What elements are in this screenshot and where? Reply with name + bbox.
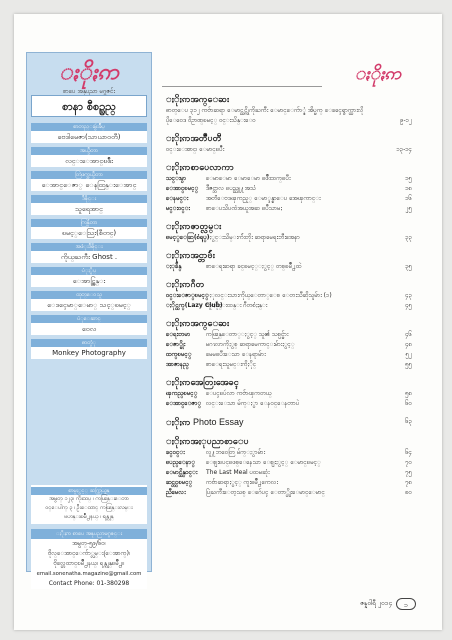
toc-page-number: ၇၅ — [405, 469, 412, 476]
header-logo: ႏိုႏၵာ — [354, 64, 402, 84]
staff-role: အယ္ဒီတာ — [31, 147, 147, 155]
staff-name: လင္းေအာင္ၿဖိဳး — [31, 155, 147, 167]
toc-page-number: ၄၅ — [405, 302, 412, 309]
address-line: ဗဟန္းၿမိဳ႕နယ္ ၊ ရန္ကုန္ — [64, 514, 114, 520]
toc-author: ေနမင္း — [166, 195, 189, 202]
toc-page-number: ၄၃ — [405, 292, 412, 299]
toc-page-number: ၆၀ — [405, 400, 412, 407]
toc-article-title: ေမာေမာ ေမာေမာ ၿဖိဳးထက္ၿပီး — [206, 175, 291, 182]
publisher-address-3: ဗိုလ္တေထာင္ၿမိဳ႕နယ္၊ ရန္ကုန္ၿမိဳ႕။ — [31, 559, 147, 569]
publisher-footer — [31, 529, 147, 589]
toc-page-number: ၇၈ — [405, 479, 412, 486]
toc-page-number: ၁၃-၁၄ — [396, 146, 412, 153]
toc-page-number: ၁၅ — [405, 175, 412, 182]
toc-page-number: ၆၃ — [405, 418, 412, 425]
toc-page-number: ၄၆ — [405, 331, 412, 338]
toc-entry — [166, 204, 412, 214]
toc-article-title: စာေရးသူမင္းကိုႏိုင္ — [206, 361, 257, 368]
address-line: ဝင္ေပါက္ ၃ ၊ ဦးေထာင္ ကၽြန္းလမ္း — [45, 505, 133, 511]
section-title — [166, 133, 412, 145]
toc-author: ၾကည္ၿမင့္ — [166, 390, 198, 397]
toc-author: ၿမင့္ေဆြ(စံရုပ္) — [166, 234, 210, 241]
toc-author: ေအာင္ေဇာ္ — [166, 400, 202, 407]
section-title-text: ႏိုႏၵာအတၱဳပတၱိ — [166, 134, 222, 144]
table-of-contents — [166, 94, 412, 505]
publisher-address-1: အမွတ္-၅၉/၆၀၊ — [31, 539, 147, 549]
staff-entry — [31, 123, 147, 143]
toc-author: ေမာင္ထိန္ဝင္း — [166, 469, 198, 476]
section-title-text: ႏိုႏၵာအေတြးအေခၚ — [166, 378, 239, 388]
toc-author: အာဇာနည္ — [166, 361, 189, 368]
staff-name: ေအာင္ေဇာ္ ေနထြန္းေအာင္ — [31, 179, 147, 191]
staff-entry — [31, 195, 147, 215]
toc-article-title: ေဈးၿပင္ၿဖစ္ေနေသာ ေဈးႏွင့္ ေမာင္ၿမင့္ — [206, 459, 321, 466]
toc-article-title: ဒီဇင္ဘာလ ၿပည္သူ႔အသံ — [206, 185, 256, 192]
toc-section — [166, 162, 412, 214]
toc-entry — [166, 106, 412, 116]
section-title-text: ႏိုႏၵာအက္ေဆး — [166, 95, 230, 105]
toc-article-title: ဝင္းေအာင္၊ ေမာင္ၿပဳံး — [166, 146, 225, 153]
section-title — [166, 318, 412, 330]
toc-article-title: ပိုေဝေဒ ၀ိဥာဏ္ၿမင့္ ဝင္းသိန္းေဝ — [166, 117, 256, 124]
staff-role: ထုတ္ေဝသူ — [31, 291, 147, 299]
page-number: ၁ — [396, 598, 416, 610]
toc-article-title: စာေပသိပၸံအယူအဆ ၿပဳသာမႈ — [206, 205, 283, 212]
toc-entry — [166, 330, 412, 340]
toc-section — [166, 250, 412, 272]
staff-name: ေအာင္ထြန္း — [31, 275, 147, 287]
toc-section — [166, 436, 412, 498]
toc-author: ၿပည္ေနာ္ — [166, 459, 196, 466]
toc-entry — [166, 194, 412, 204]
toc-author: ေရႊတမာ — [166, 331, 191, 338]
staff-role: ဓာတ္ပံု — [31, 339, 147, 347]
toc-entry — [166, 184, 412, 194]
toc-author: ႏိုင္ထက္(Lazy Club) — [166, 302, 223, 309]
section-title-text: ႏိုႏၵာဂီတ — [166, 280, 205, 290]
section-title — [166, 221, 412, 233]
toc-article-title: မဂၤလာကိုႏွစ္ ဆရာမေကာင္းမ်ားႏွင့္ — [206, 341, 295, 348]
toc-author: ေအာင္ၿမင့္ — [166, 185, 199, 192]
staff-entry — [31, 147, 147, 167]
toc-author: ႏုခ်ိန္ — [166, 263, 182, 270]
toc-page-number: ၄၈ — [405, 341, 412, 348]
toc-entry — [166, 468, 412, 478]
toc-entry — [166, 340, 412, 350]
toc-author: ေဇာ္မိုး — [166, 341, 186, 348]
staff-role: အဖံုးဒီဇိုင္း — [31, 243, 147, 251]
toc-page-number: ၅၂ — [405, 351, 412, 358]
staff-role: ကြန္ပ်ဴတာ — [31, 219, 147, 227]
section-title-latin: Photo Essay — [190, 417, 244, 427]
toc-entry — [166, 145, 412, 155]
toc-page-number: ၆၄ — [405, 449, 412, 456]
toc-page-number: ၁၈ — [405, 185, 412, 192]
section-title-text: ႏိုႏၵာစာပေလာကာ — [166, 163, 234, 173]
toc-page-number: ၁၆ — [405, 195, 412, 202]
toc-entry — [166, 350, 412, 360]
staff-name: ၿမင့္ေသြး(စီတင္) — [31, 227, 147, 239]
toc-page-number: ၅၅ — [405, 361, 412, 368]
toc-article-title: အတၱေဗဒၾကည့္ ေမာ္ဒန္စာေပ အေၾကာင္း — [206, 195, 321, 202]
staff-role: ဒီဇိုင္း — [31, 195, 147, 203]
toc-article-title: လင္းေသာ မ်က္ႏွာ ေနဝင္ေနတာပဲ — [206, 400, 300, 407]
sidebar-logo: ႏိုႏၵာ — [59, 59, 119, 85]
toc-author: ထက္ၿမင့္ — [166, 351, 192, 358]
toc-entry — [166, 262, 412, 272]
section-title-text: ႏိုႏၵာ — [166, 418, 191, 428]
staff-name: ကိုယ္ႀကီး Ghost . — [31, 251, 147, 263]
toc-entry — [166, 389, 412, 399]
toc-section — [166, 133, 412, 155]
toc-article-title: လူ႔ဘဝေတြ မ်က္ႏွာမ်ား — [206, 449, 266, 456]
toc-article-title: ကဗ်ာဆရာႏွင့္ ကူးၿမိဳ႕ကေလး — [206, 479, 278, 486]
staff-name: Monkey Photography — [31, 347, 147, 359]
staff-role: ပံုႏွိပ္ — [31, 267, 147, 275]
staff-entry — [31, 291, 147, 311]
section-title — [166, 250, 412, 262]
toc-entry — [166, 448, 412, 458]
toc-author: ဝင္းေဇာ္ၿမင့္ — [166, 292, 209, 299]
page-footer — [330, 597, 416, 611]
toc-entry — [166, 478, 412, 488]
toc-entry — [166, 301, 412, 311]
sidebar-title: စာနာ စီစဥ္သည္ — [31, 95, 147, 117]
toc-article-title: ႏွင္းသိမ္းက်ဴးတိုး ဆရာမေရႊဘီးအေနာ — [206, 234, 300, 241]
publisher-email: email.sonenatha.magazine@gmail.com — [31, 569, 147, 579]
toc-section — [166, 318, 412, 370]
toc-entry — [166, 488, 412, 498]
staff-entry — [31, 243, 147, 263]
toc-section — [166, 377, 412, 409]
toc-article-title: ပြဲႀကီးေတ့သစ္ ေဂ်ေပၚ ေတာ္တိုးေမာင္ေမာင္ — [206, 489, 325, 496]
staff-name: ေဒၚေမာ္ေမာ္ သင့္ၿမင့္ — [31, 299, 147, 311]
publisher-address-2: ဗိုလ္ေအာင္ေက်ာ္လမ္း(ေအာက္)၊ — [31, 549, 147, 559]
staff-role: စာတည္းမွဴးခ်ဳပ္ — [31, 123, 147, 131]
toc-entry — [166, 291, 412, 301]
staff-entry — [31, 219, 147, 239]
toc-author: မင္းဝင္း — [166, 205, 190, 212]
publisher-phone: Contact Phone: 01-380298 — [31, 579, 147, 589]
contact-address — [31, 485, 147, 524]
section-title — [166, 416, 412, 429]
staff-entry — [31, 339, 147, 359]
toc-section — [166, 94, 412, 126]
toc-author: ညီမေလး — [166, 489, 186, 496]
toc-entry — [166, 399, 412, 409]
address-line: အမွတ္ ၁၂၃၊ ကိုးထပ္ ၊ ကၽြန္းေတာ — [49, 496, 129, 502]
toc-article-title: ကၽြန္ေတာ္ႏွင့္ သူ၏ သစ္ပင္မ်ား — [206, 331, 289, 338]
toc-page-number: ၇၀ — [405, 459, 412, 466]
toc-article-title: မေမၿပီးေသာ ေနရာမ်ား — [206, 351, 266, 358]
toc-article-title: ႏုလင္းသားကိုယ္ေတာ္ေစ ေတးသီဆိုသူမ်ား (၁) — [206, 292, 332, 299]
toc-author: ခင္ဝင္း — [166, 449, 185, 456]
header-rule — [162, 86, 322, 87]
section-title-text: ႏိုႏၵာအက္ေဆး — [166, 319, 230, 329]
toc-section — [166, 416, 412, 429]
toc-entry — [166, 360, 412, 370]
toc-entry — [166, 233, 412, 243]
toc-page-number: ၃၅ — [405, 263, 412, 270]
toc-author: သင္းမွာ — [166, 175, 187, 182]
toc-entry — [166, 116, 412, 126]
staff-entry — [31, 171, 147, 191]
toc-page-number: ၃၃ — [405, 234, 412, 241]
toc-article-title: ေပၚၿပဴလာ ကဗ်ာၾကတယ္ — [206, 390, 272, 397]
toc-article-title: ဓာတ္ေပ ၃၁၂ ကဗ်ာဆရာ ေမာင္ထင္ကိုကိုႀကီး ေမာင္ေက်ာ္ဇံ အိပ္မက္ ေခၚေရွာက္ထားလို — [166, 107, 364, 114]
section-title-text: ႏိုႏၵာအင္တာဗ်ဴး — [166, 251, 215, 261]
toc-entry — [166, 458, 412, 468]
toc-page-number: ၅၈ — [405, 390, 412, 397]
toc-author: ဆင္တင္ၿမင့္ — [166, 479, 193, 486]
toc-page-number: ၂၅ — [405, 205, 412, 212]
toc-section — [166, 279, 412, 311]
section-title — [166, 94, 412, 106]
sidebar-subtitle: စာပေ အနုပညာ မဂ္ဂဇင်း — [63, 88, 115, 95]
section-title — [166, 279, 412, 291]
address-role: စာမူႏွင့္ ဆက္သြယ္ရန္ — [31, 487, 147, 495]
staff-entry — [31, 315, 147, 335]
toc-page-number: ၉-၁၂ — [400, 117, 412, 124]
staff-role: တြဲဖက္အယ္ဒီတာ — [31, 171, 147, 179]
toc-entry — [166, 174, 412, 184]
staff-entry — [31, 267, 147, 287]
toc-article-title: ကူးႏိုင္းထန္း ဂီတစံႏႈန္း — [206, 302, 268, 309]
toc-section — [166, 221, 412, 243]
staff-list — [31, 123, 147, 363]
publisher-label: ႏိုႏၵာ စာပေ အနုပညာမဂ္ဂဇင္း — [31, 529, 147, 539]
staff-name: ဗေဒါမေဇာ(သာယာဝတီ) — [31, 131, 147, 143]
toc-page-number — [384, 106, 412, 116]
section-title — [166, 162, 412, 174]
section-title — [166, 377, 412, 389]
staff-role: ပံုေဆာင္ — [31, 315, 147, 323]
section-title-text: ႏိုႏၵာဇာတ္လမ္း — [166, 222, 222, 232]
toc-page-number: ၈၀ — [405, 489, 412, 496]
section-title — [166, 436, 412, 448]
toc-article-title: စာေရးဆရာ ခင္ၿမင့္ႏွင့္ တစ္ၿမိဳ႕ထဲ — [206, 263, 302, 270]
section-title-text: ႏိုႏၵာအႏုပညာစာေပ — [166, 437, 249, 447]
staff-name: ဝေလ — [31, 323, 147, 335]
issue-date: ဇန္နဝါရီ ၂၀၁၄ — [360, 599, 392, 607]
toc-article-title: The Last Meal ပထမဆုံး — [206, 469, 270, 476]
masthead-sidebar — [26, 52, 152, 587]
staff-name: သူရေအာင္ — [31, 203, 147, 215]
